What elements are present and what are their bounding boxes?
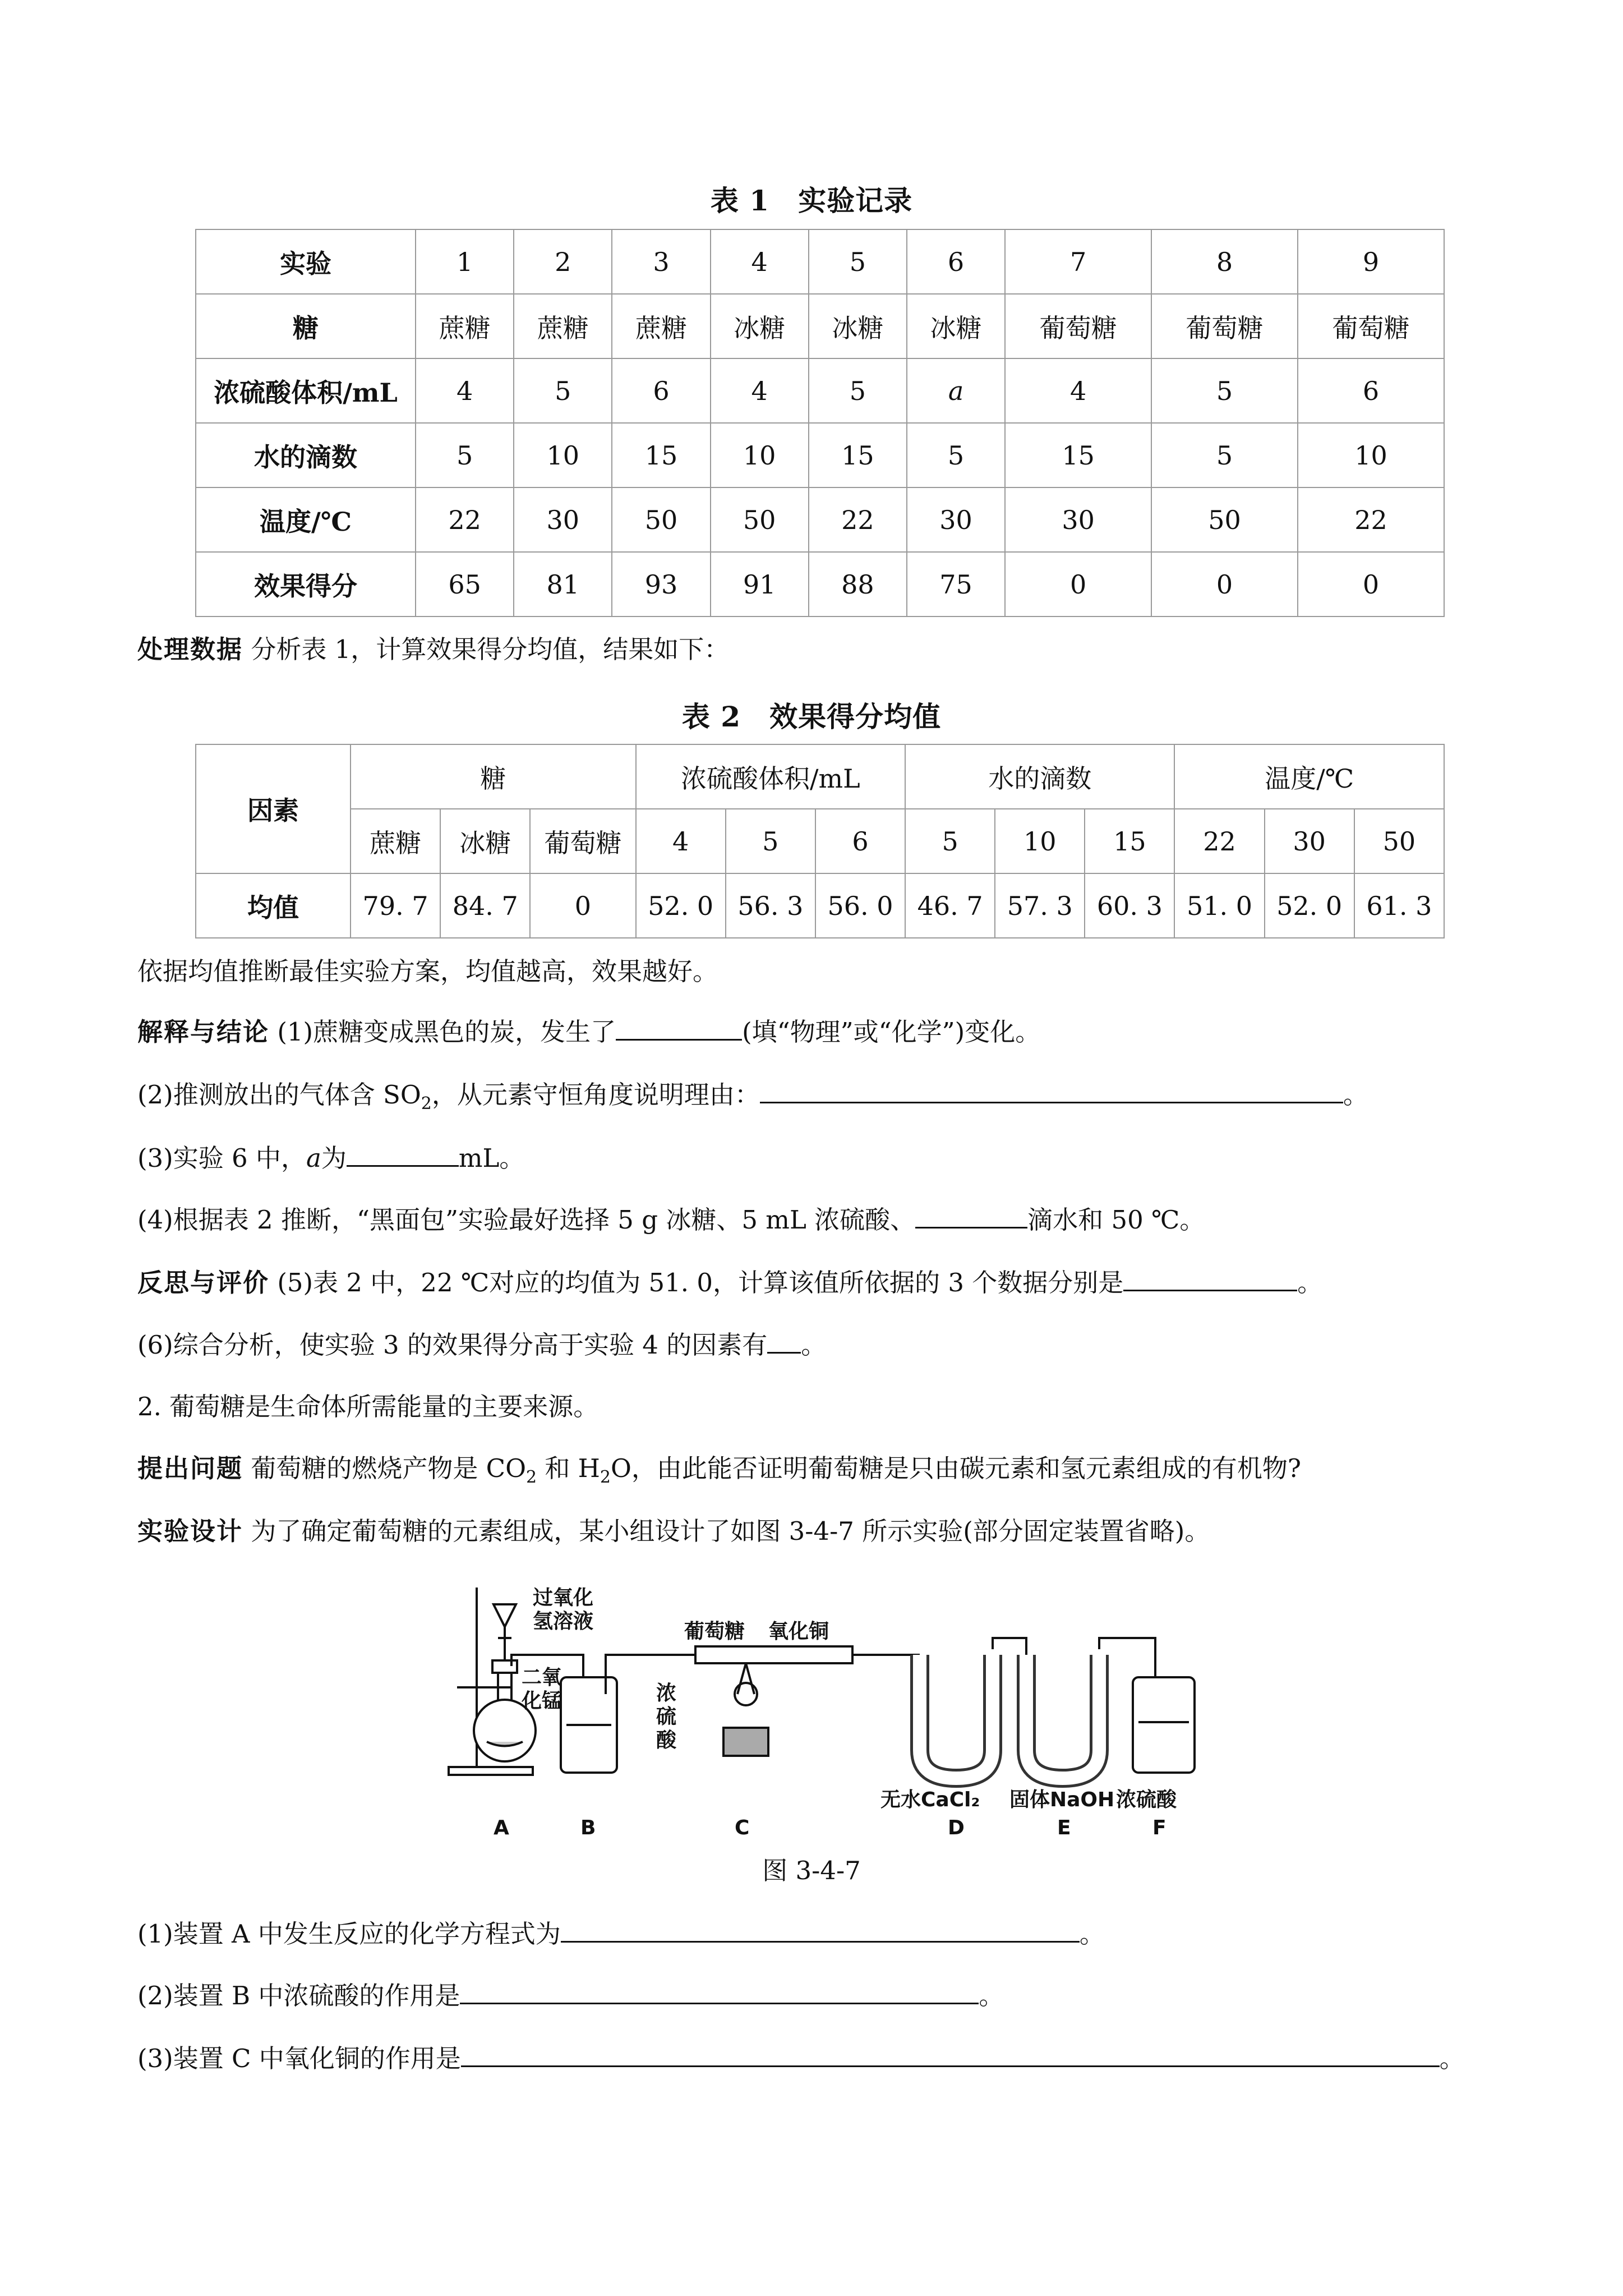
u-tube-e xyxy=(1026,1655,1099,1778)
dropping-funnel xyxy=(494,1604,516,1627)
apparatus-letter-c: C xyxy=(735,1816,750,1839)
table1-cell: 0 xyxy=(1005,552,1151,616)
u-tube-d xyxy=(920,1655,993,1778)
table2-mean-value: 61. 3 xyxy=(1354,873,1444,938)
table1-row xyxy=(196,294,1444,358)
table1-cell: 50 xyxy=(1151,487,1298,552)
table1-cell: 15 xyxy=(1005,423,1151,487)
table2-mean-scores xyxy=(195,744,1445,938)
table1-cell: 蔗糖 xyxy=(514,294,612,358)
table1-row-label: 温度/℃ xyxy=(196,487,416,552)
table1-cell: 葡萄糖 xyxy=(1005,294,1151,358)
apparatus-letter-a: A xyxy=(494,1816,509,1839)
table2-mean-value: 52. 0 xyxy=(636,873,726,938)
table1-cell: 91 xyxy=(711,552,809,616)
table1-cell: 7 xyxy=(1005,229,1151,294)
question-5: 反思与评价 (5)表 2 中，22 ℃对应的均值为 51. 0，计算该值所依据的 3 个数据分别是 。 xyxy=(137,1268,1323,1297)
table2-mean-value: 46. 7 xyxy=(905,873,995,938)
table1-cell: 50 xyxy=(711,487,809,552)
table1-caption: 表 1 实验记录 xyxy=(710,184,913,217)
table1-cell: 93 xyxy=(612,552,710,616)
table1-cell: 88 xyxy=(809,552,907,616)
table1-cell: 5 xyxy=(1151,423,1298,487)
table1-row xyxy=(196,487,1444,552)
table2-mean-value: 51. 0 xyxy=(1174,873,1264,938)
label-h2o2-2: 氢溶液 xyxy=(533,1610,594,1633)
table1-row xyxy=(196,358,1444,423)
label-f: 浓硫酸 xyxy=(1116,1788,1177,1811)
table2-group-header: 温度/℃ xyxy=(1174,744,1444,809)
table1-cell: 10 xyxy=(711,423,809,487)
table1-cell: 冰糖 xyxy=(907,294,1005,358)
blank-question-3: (3)装置 C 中氧化铜的作用是 。 xyxy=(137,2044,1465,2073)
table1-cell: 3 xyxy=(612,229,710,294)
answer-blank-4[interactable] xyxy=(915,1204,1027,1228)
table2-mean-label: 均值 xyxy=(196,873,351,938)
label-d: 无水CaCl₂ xyxy=(880,1788,980,1811)
table2-level: 蔗糖 xyxy=(351,809,440,873)
answer-blank-6[interactable] xyxy=(767,1329,801,1354)
table1-cell: 4 xyxy=(1005,358,1151,423)
table2-level: 冰糖 xyxy=(440,809,530,873)
table1-cell: 30 xyxy=(907,487,1005,552)
apparatus-letter-e: E xyxy=(1057,1816,1071,1839)
table1-cell: 4 xyxy=(416,358,514,423)
label-glucose: 葡萄糖 xyxy=(684,1620,745,1643)
table1-cell: 5 xyxy=(416,423,514,487)
table1-cell: a xyxy=(907,358,1005,423)
table1-cell: 冰糖 xyxy=(711,294,809,358)
table1-cell: 蔗糖 xyxy=(612,294,710,358)
table1-cell: 81 xyxy=(514,552,612,616)
table1-cell: 蔗糖 xyxy=(416,294,514,358)
label-h2o2-1: 过氧化 xyxy=(533,1586,594,1609)
table1-cell: 65 xyxy=(416,552,514,616)
label-cuo: 氧化铜 xyxy=(768,1620,829,1643)
table2-mean-value: 0 xyxy=(530,873,635,938)
table1-cell: 22 xyxy=(809,487,907,552)
table2-level: 30 xyxy=(1265,809,1354,873)
table1-cell: 50 xyxy=(612,487,710,552)
table2-level: 15 xyxy=(1085,809,1174,873)
answer-blank-b2[interactable] xyxy=(460,1980,979,2004)
question-3: (3)实验 6 中，a为 mL。 xyxy=(137,1143,525,1173)
table2-level: 22 xyxy=(1174,809,1264,873)
answer-blank-3[interactable] xyxy=(347,1143,459,1167)
alcohol-lamp xyxy=(723,1728,768,1756)
table2-row xyxy=(196,809,1444,873)
question-4: (4)根据表 2 推断，“黑面包”实验最好选择 5 g 冰糖、5 mL 浓硫酸、 滴水和 50 ℃。 xyxy=(137,1205,1205,1235)
table1-cell: 10 xyxy=(1298,423,1444,487)
answer-blank-2[interactable] xyxy=(760,1079,1343,1103)
table1-cell: 4 xyxy=(711,229,809,294)
table2-mean-value: 84. 7 xyxy=(440,873,530,938)
label-acid-c-3: 酸 xyxy=(656,1729,677,1752)
reflect-label: 反思与评价 xyxy=(137,1268,270,1297)
table1-cell: 葡萄糖 xyxy=(1298,294,1444,358)
table2-level: 50 xyxy=(1354,809,1444,873)
figure-caption: 图 3-4-7 xyxy=(762,1856,861,1885)
table1-row-label: 实验 xyxy=(196,229,416,294)
answer-blank-b3[interactable] xyxy=(461,2043,1440,2067)
table2-level: 5 xyxy=(726,809,815,873)
table2-group-header: 水的滴数 xyxy=(905,744,1174,809)
table1-cell: 22 xyxy=(416,487,514,552)
process-data-paragraph xyxy=(137,633,729,666)
table1-cell: 8 xyxy=(1151,229,1298,294)
table1-row-label: 浓硫酸体积/mL xyxy=(196,358,416,423)
label-mno2-2: 化锰 xyxy=(522,1690,562,1713)
table1-cell: 葡萄糖 xyxy=(1151,294,1298,358)
raise-label: 提出问题 xyxy=(137,1453,243,1483)
table1-cell: 6 xyxy=(612,358,710,423)
question-2: (2)推测放出的气体含 $SO_2$，从元素守恒角度说明理由： 。 xyxy=(137,1080,1368,1114)
table2-group-header: 糖 xyxy=(351,744,636,809)
table2-group-header: 浓硫酸体积/mL xyxy=(636,744,905,809)
answer-blank-1[interactable] xyxy=(616,1016,742,1041)
table1-cell: 2 xyxy=(514,229,612,294)
table1-cell: 4 xyxy=(711,358,809,423)
table2-level: 10 xyxy=(995,809,1085,873)
table1-experiment-record xyxy=(195,229,1445,617)
table2-caption: 表 2 效果得分均值 xyxy=(681,700,942,733)
table2-level: 5 xyxy=(905,809,995,873)
apparatus-letter-b: B xyxy=(580,1816,596,1839)
answer-blank-5[interactable] xyxy=(1123,1267,1297,1291)
table1-cell: 0 xyxy=(1151,552,1298,616)
process-data-label: 处理数据 xyxy=(137,634,243,664)
table1-cell: 15 xyxy=(612,423,710,487)
table2-row xyxy=(196,873,1444,938)
table1-cell: 15 xyxy=(809,423,907,487)
answer-blank-b1[interactable] xyxy=(561,1918,1080,1943)
experiment-design: 实验设计 为了确定葡萄糖的元素组成，某小组设计了如图 3-4-7 所示实验(部分固定装置省略)。 xyxy=(137,1516,1210,1546)
table1-cell: 22 xyxy=(1298,487,1444,552)
table1-row xyxy=(196,552,1444,616)
combustion-tube xyxy=(695,1646,852,1663)
table1-cell: 6 xyxy=(907,229,1005,294)
table1-cell: 30 xyxy=(514,487,612,552)
label-acid-c-2: 硫 xyxy=(656,1705,677,1728)
explain-label: 解释与结论 xyxy=(137,1017,270,1047)
table1-cell: 5 xyxy=(907,423,1005,487)
table2-mean-value: 56. 0 xyxy=(815,873,905,938)
table1-row xyxy=(196,423,1444,487)
raise-question: 提出问题 葡萄糖的燃烧产物是 $CO_2$ 和 $H_2O$，由此能否证明葡萄糖是只由碳元素和氢元素组成的有机物? xyxy=(137,1453,1302,1487)
table1-cell: 0 xyxy=(1298,552,1444,616)
table1-cell: 冰糖 xyxy=(809,294,907,358)
table1-cell: 10 xyxy=(514,423,612,487)
design-label: 实验设计 xyxy=(137,1516,243,1546)
label-mno2-1: 二氧 xyxy=(522,1666,562,1689)
table2-mean-value: 79. 7 xyxy=(351,873,440,938)
stand-base xyxy=(449,1767,533,1775)
table1-cell: 9 xyxy=(1298,229,1444,294)
table2-mean-value: 60. 3 xyxy=(1085,873,1174,938)
table1-cell: 1 xyxy=(416,229,514,294)
table1-cell: 5 xyxy=(1151,358,1298,423)
table1-cell: 75 xyxy=(907,552,1005,616)
blank-question-2: (2)装置 B 中浓硫酸的作用是 。 xyxy=(137,1981,1004,2010)
table1-row-label: 效果得分 xyxy=(196,552,416,616)
table1-row-label: 水的滴数 xyxy=(196,423,416,487)
table1-cell: 30 xyxy=(1005,487,1151,552)
table1-cell: 5 xyxy=(809,229,907,294)
table1-row xyxy=(196,229,1444,294)
table1-cell: 6 xyxy=(1298,358,1444,423)
table2-mean-value: 57. 3 xyxy=(995,873,1085,938)
table2-level: 6 xyxy=(815,809,905,873)
table1-cell: 5 xyxy=(809,358,907,423)
table2-mean-value: 52. 0 xyxy=(1265,873,1354,938)
apparatus-letter-f: F xyxy=(1152,1816,1166,1839)
table2-mean-value: 56. 3 xyxy=(726,873,815,938)
table1-row-label: 糖 xyxy=(196,294,416,358)
question-1: 解释与结论 (1)蔗糖变成黑色的炭，发生了 (填“物理”或“化学”)变化。 xyxy=(137,1017,1041,1047)
bottle-f xyxy=(1133,1677,1195,1773)
table2-row xyxy=(196,744,1444,809)
table2-factor-label: 因素 xyxy=(196,744,351,873)
label-e: 固体NaOH xyxy=(1009,1788,1115,1811)
table2-level: 4 xyxy=(636,809,726,873)
table1-cell: 5 xyxy=(514,358,612,423)
apparatus-letter-d: D xyxy=(948,1816,965,1839)
label-acid-c-1: 浓 xyxy=(656,1682,677,1705)
after-table2-text: 依据均值推断最佳实验方案，均值越高，效果越好。 xyxy=(137,956,718,986)
apparatus-figure xyxy=(432,1582,1228,1840)
problem-2-intro: 2. 葡萄糖是生命体所需能量的主要来源。 xyxy=(137,1392,599,1421)
table2-level: 葡萄糖 xyxy=(530,809,635,873)
process-data-text: 分析表 1，计算效果得分均值，结果如下： xyxy=(251,634,730,664)
question-6: (6)综合分析，使实验 3 的效果得分高于实验 4 的因素有 。 xyxy=(137,1330,827,1360)
blank-question-1: (1)装置 A 中发生反应的化学方程式为 。 xyxy=(137,1919,1105,1949)
